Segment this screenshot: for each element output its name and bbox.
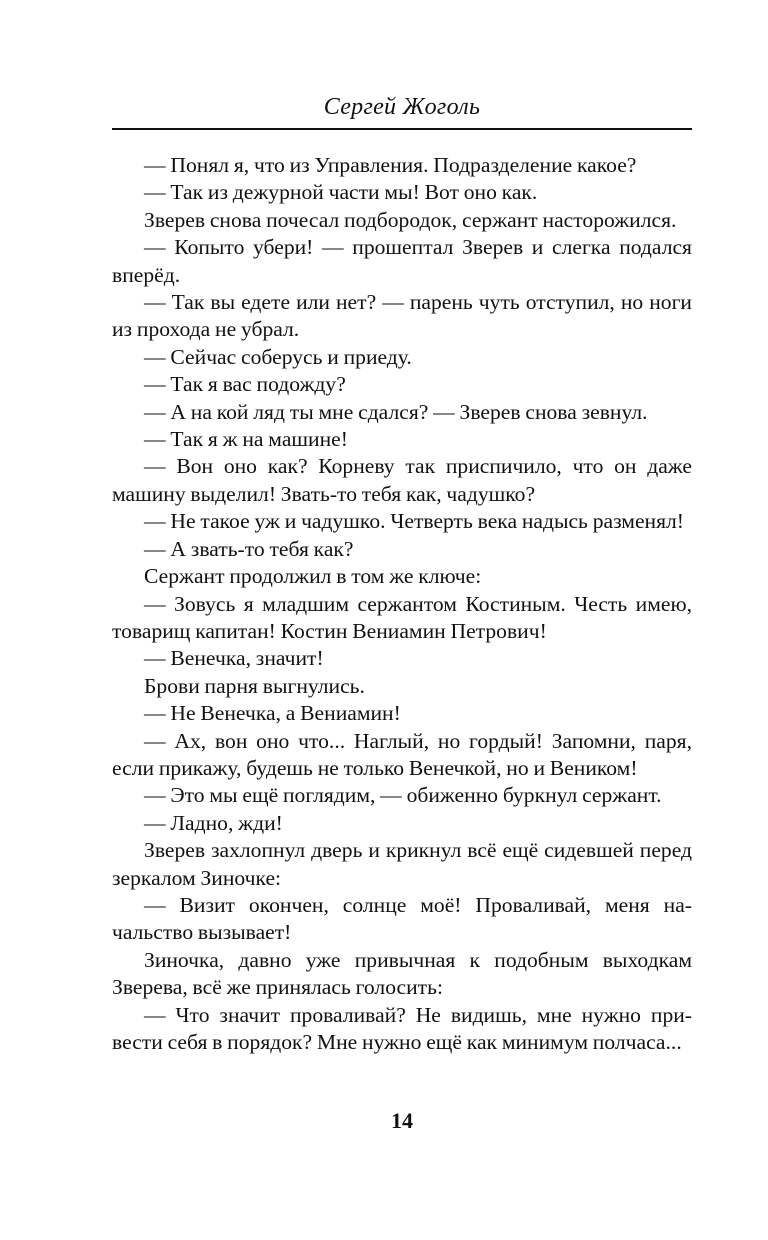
paragraph: — Так я вас подожду? [144,372,346,397]
paragraph: — Так вы едете или нет? — парень чуть отступил, но ноги из прохода не убрал. [112,290,692,342]
paragraph: Сержант продолжил в том же ключе: [144,564,482,589]
paragraph: — Сейчас соберусь и приеду. [144,344,412,369]
paragraph: Брови парня выгнулись. [144,673,365,698]
header-divider [112,128,692,130]
paragraph: Зверев снова почесал подбородок, сержант насторожился. [144,207,677,232]
paragraph: — Не такое уж и чадушко. Четверть века надысь разменял! [144,509,684,534]
paragraph: — Ах, вон оно что... Наглый, но гордый! Запомни, паря, если прикажу, будешь не только Венечкой, но и Веником! [112,728,692,780]
paragraph: — А на кой ляд ты мне сдался? — Зверев снова зевнул. [144,399,648,424]
paragraph: — Визит окончен, солнце моё! Проваливай, меня начальство вызывает! [112,892,692,945]
paragraph: — Зовусь я младшим сержантом Костиным. Честь имею, товарищ капитан! Костин Вениамин Петрович! [112,591,692,643]
paragraph: — Венечка, значит! [144,646,324,671]
paragraph: — А звать-то тебя как? [144,536,354,561]
paragraph: — Так из дежурной части мы! Вот оно как. [144,180,538,205]
paragraph: — Копыто убери! — прошептал Зверев и слегка подался вперёд. [112,235,692,287]
paragraph: — Не Венечка, а Вениамин! [144,701,401,726]
paragraph: Зверев захлопнул дверь и крикнул всё ещё сидевшей перед зеркалом Зиночке: [112,838,692,890]
paragraph: Зиночка, давно уже привычная к подобным выходкам Зверева, всё же принялась голосить: [112,947,692,1000]
paragraph: — Так я ж на машине! [144,427,348,452]
paragraph: — Понял я, что из Управления. Подразделение какое? [144,153,637,177]
running-title: Сергей Жоголь [323,94,481,120]
paragraph: — Это мы ещё поглядим, — обиженно буркнул сержант. [144,783,662,808]
running-header [112,78,692,126]
paragraph: — Что значит проваливай? Не видишь, мне нужно привести себя в порядок? Мне нужно ещё как минимум полчаса... [112,1002,692,1054]
paragraph: — Ладно, жди! [144,810,283,835]
page-body [112,152,692,1056]
paragraph: — Вон оно как? Корневу так приспичило, что он даже машину выделил! Звать-то тебя как, чадушко? [112,454,692,506]
page-number: 14 [391,1108,413,1133]
